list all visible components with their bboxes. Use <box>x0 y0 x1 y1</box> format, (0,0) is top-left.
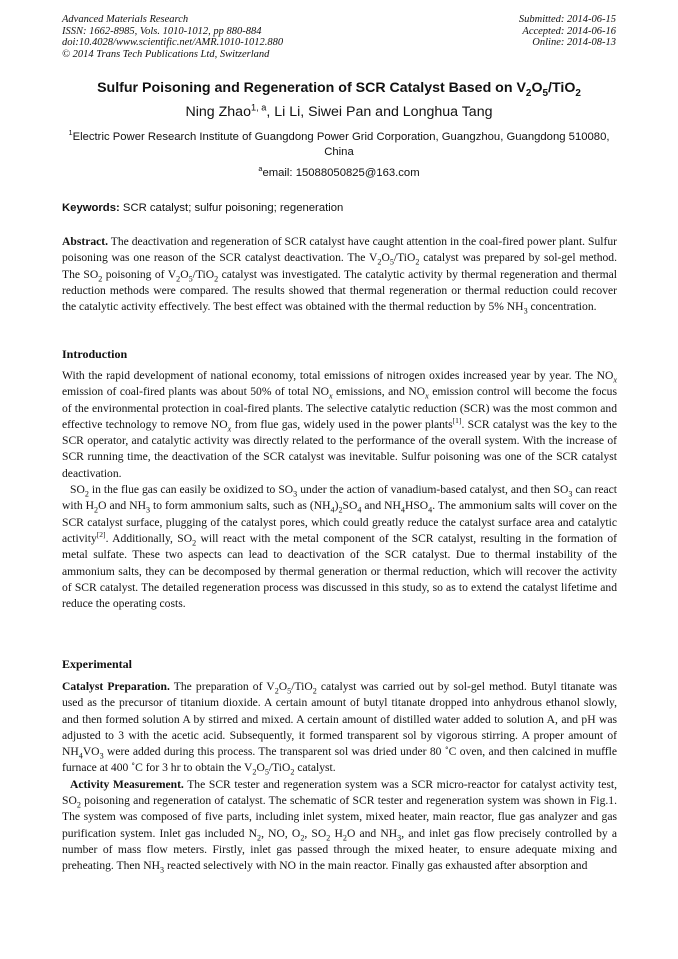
introduction-heading: Introduction <box>62 347 128 361</box>
author-email: $^a$email: 15088050825@163.com <box>258 164 420 179</box>
keywords: Keywords: SCR catalyst; sulfur poisoning; regeneration <box>62 202 344 214</box>
dates-header <box>519 14 616 49</box>
affiliation: $^1$Electric Power Research Institute of Guangdong Power Grid Corporation, Guangzhou, Guangdong 510080, China <box>68 128 610 158</box>
copyright: © 2014 Trans Tech Publications Ltd, Switzerland <box>62 48 270 60</box>
online-date: Online: 2014-08-13 <box>532 37 616 48</box>
accepted-date: Accepted: 2014-06-16 <box>522 25 616 37</box>
abstract: Abstract. The deactivation and regeneration of SCR catalyst have caught attention in the coal-fired power plant. Sulfur poisoning was one reason of the SCR catalyst deactivation. The $V_2O_5/TiO_2$ catalyst was prepared by sol-gel method. The $SO_2$ poisoning of $V_2O_5/TiO_2$ catalyst was investigated. The catalytic activity by thermal regeneration and thermal reduction methods were compared. The results showed that thermal regeneration or thermal reduction could recover the catalytic activity effectively. The best effect was obtained with the thermal reduction by 5% $NH_3$ concentration. <box>62 235 618 316</box>
journal-name: Advanced Materials Research <box>62 14 189 25</box>
issn: ISSN: 1662-8985, Vols. 1010-1012, pp 880-884 <box>62 25 262 37</box>
introduction-text: With the rapid development of national economy, total emissions of nitrogen oxides increased year by year. The $NO_x$ emission of coal-fired plants was about 50% of total $NO_x$ emissions, and $NO_x$ emission control will become the focus of the environmental protection in coal-fired plants. The selective catalytic reduction (SCR) was the most common and effective technology to remove $NO_x$ from flue gas, widely used in the power plants[1]. SCR catalyst was the key to the SCR operator, and catalytic activity was directly related to the performance of the overall system. With the increase of SCR running time, the deactivation of the SCR catalyst was inevitable. Sulfur poisoning was one of the SCR catalyst deactivation. $SO_2$ in the flue gas can easily be oxidized to $SO_3$ under the action of vanadium-based catalyst, and then $SO_3$ can react with $H_2O$ and $NH_3$ to form ammonium salts, such as $(NH_4)_2SO_4$ and $NH_4HSO_4$. The ammonium salts will cover on the SCR catalyst surface, plugging of the catalyst pores, which could greatly reduce the catalyst surface area and catalytic activity[2]. Additionally, $SO_2$ will react with the metal component of the SCR catalyst, resulting in the formation of metal sulfate. These two aspects can lead to deactivation of the SCR catalyst. Due to thermal instability of the ammonium salts, they can be decomposed by thermal generation or thermal reduction, which will recover the activity of SCR catalyst. The detailed regeneration process was discussed in this study, so as to extend the catalyst lifetime and reduce the operating costs. <box>62 369 617 611</box>
experimental-heading: Experimental <box>62 657 132 671</box>
submitted-date: Submitted: 2014-06-15 <box>518 14 616 25</box>
paper-title: Sulfur Poisoning and Regeneration of SCR Catalyst Based on $V_2O_5/TiO_2$ <box>97 80 581 99</box>
doi: doi:10.4028/www.scientific.net/AMR.1010-1012.880 <box>62 37 284 48</box>
author-list: Ning Zhao$^{1, a}$, Li Li, Siwei Pan and Longhua Tang <box>185 102 493 120</box>
journal-header <box>62 14 283 60</box>
experimental-text: Catalyst Preparation. The preparation of $V_2O_5/TiO_2$ catalyst was carried out by sol-gel method. Butyl titanate was used as the precursor of titanium dioxide. A certain amount of butyl titanate dropped into anhydrous ethanol slowly, and then formed solution A by stirred and mixed. A certain amount of distilled water added to solution A, and pH was adjusted to 3 with the acetic acid. Subsequently, it formed transparent sol by vigorous stirring. A proper amount of $NH_4VO_3$ were added during this process. The transparent sol was dried under 80 ˚C oven, and then calcined in muffle furnace at 400 ˚C for 3 hr to obtain the $V_2O_5/TiO_2$ catalyst. Activity Measurement. The SCR tester and regeneration system was a SCR micro-reactor for catalyst activity test, $SO_2$ poisoning and regeneration of catalyst. The schematic of SCR tester and regeneration system was shown in Fig.1. The system was composed of five parts, including inlet system, mixed heater, main reactor, flue gas analyzer and gas purification system. Inlet gas included $N_2$, NO, $O_2$, $SO_2$ $H_2O$ and $NH_3$, and inlet gas flow precisely controlled by a number of mass flow meters. Firstly, inlet gas passed through the mixed heater, to ensure adequate mixing and preheating. Then $NH_3$ reacted selectively with NO in the main reactor. Finally gas exhausted after absorption and <box>62 680 618 875</box>
